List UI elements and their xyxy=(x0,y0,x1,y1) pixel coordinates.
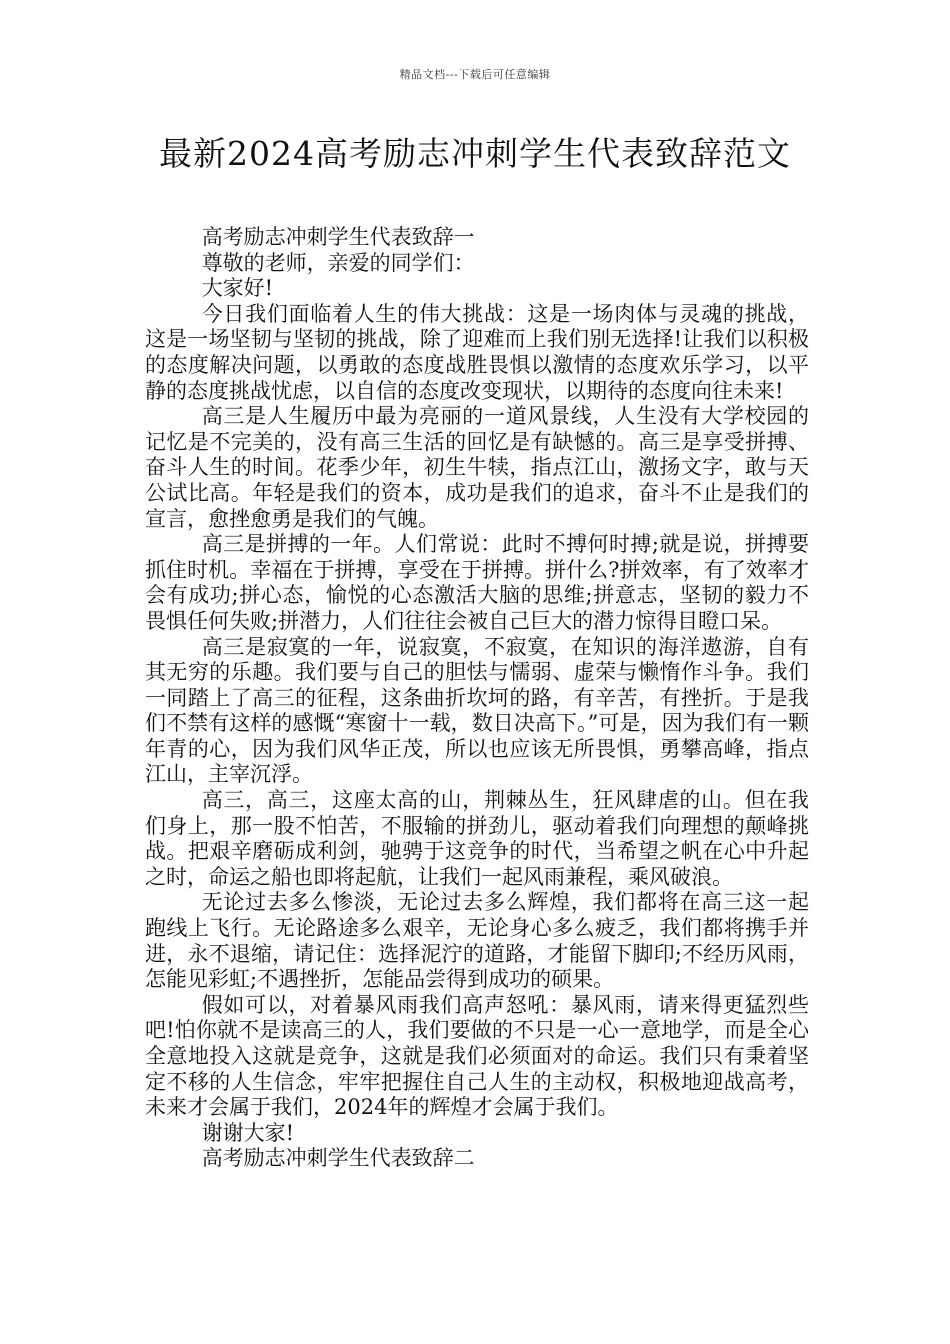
section-heading-speech-one: 高考励志冲刺学生代表致辞一 xyxy=(201,225,475,249)
body-paragraph: 今日我们面临着人生的伟大挑战：这是一场肉体与灵魂的挑战，这是一场坚韧与坚韧的挑战，除了迎难而上我们别无选择!让我们以积极的态度解决问题，以勇敢的态度战胜畏惧以激情的态度欢乐学习，以平静的态度挑战忧虑，以自信的态度改变现状，以期待的态度向往未来! xyxy=(145,301,809,403)
body-paragraph: 高三是寂寞的一年，说寂寞，不寂寞，在知识的海洋遨游，自有其无穷的乐趣。我们要与自己的胆怯与懦弱、虚荣与懒惰作斗争。我们一同踏上了高三的征程，这条曲折坎坷的路，有辛苦，有挫折。于是我们不禁有这样的感慨“寒窗十一载，数日决高下。”可是，因为我们有一颗年青的心，因为我们风华正茂，所以也应该无所畏惧，勇攀高峰，指点江山，主宰沉浮。 xyxy=(145,634,809,787)
greeting: 大家好! xyxy=(201,276,274,301)
salutation: 尊敬的老师，亲爱的同学们： xyxy=(201,250,475,275)
document-body xyxy=(145,225,809,1172)
section-heading-speech-two: 高考励志冲刺学生代表致辞二 xyxy=(201,1146,475,1171)
document-title: 最新2024高考励志冲刺学生代表致辞范文 xyxy=(159,134,791,173)
body-paragraph: 高三是人生履历中最为亮丽的一道风景线，人生没有大学校园的记忆是不完美的，没有高三生活的回忆是有缺憾的。高三是享受拼搏、奋斗人生的时间。花季少年，初生牛犊，指点江山，激扬文字，敢与天公试比高。年轻是我们的资本，成功是我们的追求，奋斗不止是我们的宣言，愈挫愈勇是我们的气魄。 xyxy=(145,404,809,531)
body-paragraph: 高三是拼搏的一年。人们常说：此时不搏何时搏;就是说，拼搏要抓住时机。幸福在于拼搏，享受在于拼搏。拼什么?拼效率，有了效率才会有成功;拼心态，愉悦的心态激活大脑的思维;拼意志，坚韧的毅力不畏惧任何失败;拼潜力，人们往往会被自己巨大的潜力惊得目瞪口呆。 xyxy=(145,532,809,633)
page-header-note: 精品文档---下载后可任意编辑 xyxy=(399,68,551,81)
body-paragraph: 无论过去多么惨淡，无论过去多么辉煌，我们都将在高三这一起跑线上飞行。无论路途多么艰辛，无论身心多么疲乏，我们都将携手并进，永不退缩，请记住：选择泥泞的道路，才能留下脚印;不经历风雨，怎能见彩虹;不遇挫折，怎能品尝得到成功的硕果。 xyxy=(145,890,809,992)
closing-thanks: 谢谢大家! xyxy=(201,1120,295,1145)
body-paragraph: 假如可以，对着暴风雨我们高声怒吼：暴风雨，请来得更猛烈些吧!怕你就不是读高三的人，我们要做的不只是一心一意地学，而是全心全意地投入这就是竞争，这就是我们必须面对的命运。我们只有秉着坚定不移的人生信念，牢牢把握住自己人生的主动权，积极地迎战高考，未来才会属于我们，2024年的辉煌才会属于我们。 xyxy=(145,992,809,1120)
body-paragraph: 高三，高三，这座太高的山，荆棘丛生，狂风肆虐的山。但在我们身上，那一股不怕苦，不服输的拼劲儿，驱动着我们向理想的颠峰挑战。把艰辛磨砺成利剑，驰骋于这竞争的时代，当希望之帆在心中升起之时，命运之船也即将起航，让我们一起风雨兼程，乘风破浪。 xyxy=(145,788,809,889)
